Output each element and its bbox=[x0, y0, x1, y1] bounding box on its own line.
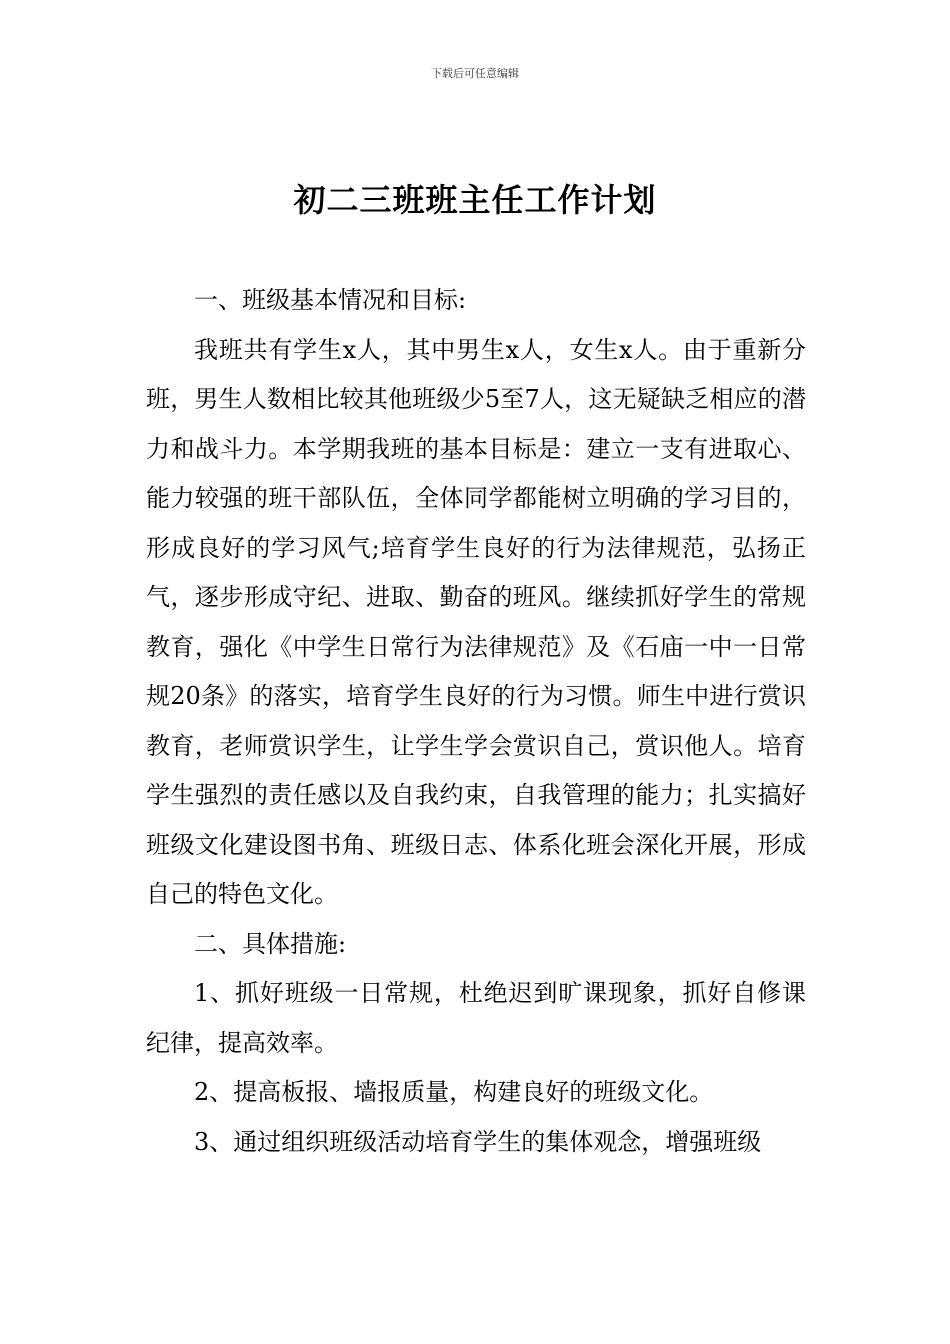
section-heading-basic-info: 一、班级基本情况和目标: bbox=[194, 286, 467, 314]
document-title: 初二三班班主任工作计划 bbox=[293, 181, 657, 219]
header-note: 下载后可任意编辑 bbox=[431, 67, 519, 80]
measure-item-3: 3、通过组织班级活动培育学生的集体观念，增强班级 bbox=[194, 1127, 762, 1156]
document-body bbox=[146, 276, 806, 1167]
paragraph-class-overview: 我班共有学生x人，其中男生x人，女生x人。由于重新分班，男生人数相比较其他班级少5至7人，这无疑缺乏相应的潜力和战斗力。本学期我班的基本目标是：建立一支有进取心、能力较强的班干部队伍，全体同学都能树立明确的学习目的，形成良好的学习风气;培育学生良好的行为法律规范，弘扬正气，逐步形成守纪、进取、勤奋的班风。继续抓好学生的常规教育，强化《中学生日常行为法律规范》及《石庙一中一日常规20条》的落实，培育学生良好的行为习惯。师生中进行赏识教育，老师赏识学生，让学生学会赏识自己，赏识他人。培育学生强烈的责任感以及自我约束，自我管理的能力；扎实搞好班级文化建设图书角、班级日志、体系化班会深化开展，形成自己的特色文化。 bbox=[146, 335, 806, 908]
section-heading-measures: 二、具体措施: bbox=[194, 929, 347, 958]
measure-item-2: 2、提高板报、墙报质量，构建良好的班级文化。 bbox=[194, 1078, 714, 1106]
measure-item-1: 1、抓好班级一日常规，杜绝迟到旷课现象，抓好自修课纪律，提高效率。 bbox=[146, 979, 806, 1057]
